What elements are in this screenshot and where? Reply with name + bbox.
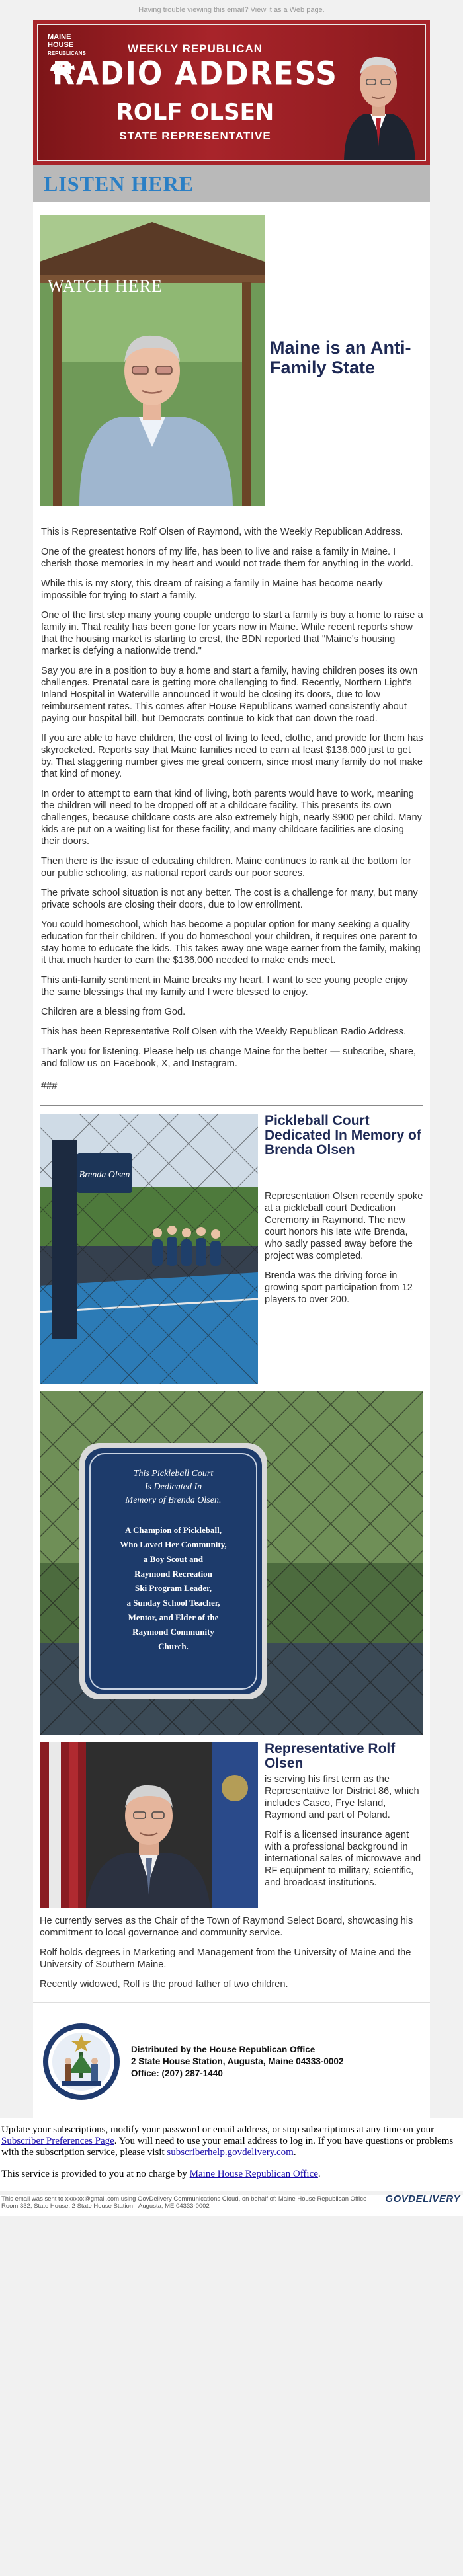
plaque-line-3: Memory of Brenda Olsen. [125,1495,222,1505]
bio-top [40,1742,423,1908]
plaque-body-line: Ski Program Leader, [135,1583,212,1593]
radio-address-banner [33,20,430,165]
govdelivery-logo[interactable]: GOVDELIVERY [385,2193,460,2205]
pickleball-section [33,1106,430,1385]
subscription-text: . You will need to use your email address to log in. If you have questions or problems with the subscription service, please visit [1,2136,454,2158]
distribution-line-3: Office: (207) 287-1440 [131,2068,223,2078]
article-paragraph: In order to attempt to earn that kind of living, both parents would have to work, meaning the children will need to be dropped off at a childcare facility. This presents its own challenges, because childcare costs are also extremely high, nearly $900 per child. Many kids are put on a waiting list for these facility, and many childcare facilities are closing their doors. [41,789,422,847]
headline-block [265,215,423,500]
rep-bio-photo [40,1742,258,1908]
govdelivery-footer [0,2195,463,2216]
article-headline: Maine is an Anti-Family State [270,338,411,377]
maine-house-seal-icon [42,2023,120,2101]
plaque-body-line: Raymond Community [132,1627,214,1637]
plaque-body-line: Mentor, and Elder of the [128,1612,219,1622]
bio-paragraph: Rolf holds degrees in Marketing and Management from the University of Maine and the University of Southern Maine. [40,1947,411,1970]
article-paragraph: Then there is the issue of educating children. Maine continues to rank at the bottom for our public schooling, as national report cards our poor scores. [41,856,411,878]
article-paragraph: Thank you for listening. Please help us change Maine for the better — subscribe, share, and follow us on Facebook, X, and Instagram. [41,1046,417,1069]
banner-big-title: RADIO ADDRESS [52,55,338,93]
article-paragraph: The private school situation is not any better. The cost is a challenge for many, but many private schools are closing their doors, due to low enrollment. [41,888,418,910]
banner-rep-name: ROLF OLSEN [116,99,274,126]
rep-bio-image [40,1742,258,1908]
plaque-line-1: This Pickleball Court [133,1469,214,1479]
plaque-body-line: a Boy Scout and [144,1554,203,1564]
plaque-body-line: Raymond Recreation [134,1569,212,1579]
article-paragraph: One of the first step many young couple undergo to start a family is buy a home to raise a family in. That reality has been gone for years now in Maine. While recent reports show that the housing market is starting to crest, the BDN reported that "Maine's housing market is defying a nationwide trend." [41,610,423,656]
banner-inner [37,24,426,161]
subscriber-preferences-link[interactable]: Subscriber Preferences Page [1,2136,114,2146]
court-sign-text: Brenda Olsen [79,1170,130,1180]
govdelivery-small-print [1,2195,370,2210]
distribution-footer [33,2002,430,2118]
bio-paragraph: Rolf is a licensed insurance agent with a professional background in international sales of microwave and RF equipment to military, scientific, and broadcast institutions. [265,1830,421,1888]
service-paragraph [1,2169,462,2180]
article-paragraph: You could homeschool, which has become a popular option for many seeking a quality education for their children. If you do homeschool your children, it requires one parent to stay home to educate the kids. This takes away one wage earner from the family, making it that much harder to earn the $136,000 needed to make ends meet. [41,919,421,966]
pickleball-paragraph: Representation Olsen recently spoke at a pickleball court Dedication Ceremony in Raymond. The new court honors his late wife Brenda, who sadly passed away before the project was completed. [265,1191,423,1261]
plaque-line-2: Is Dedicated In [144,1482,202,1492]
article-paragraph: One of the greatest honors of my life, has been to live and raise a family in Maine. I cherish those memories in my heart and would not trade them for anything in the world. [41,547,413,569]
bio-side-text [258,1742,423,1908]
pickleball-title: Pickleball Court Dedicated In Memory of Brenda Olsen [265,1113,421,1157]
subscription-paragraph [1,2125,462,2158]
view-as-web-page-note[interactable]: Having trouble viewing this email? View it as a Web page. [138,6,325,14]
article-paragraph: Children are a blessing from God. [41,1007,186,1017]
plaque-body-line: a Sunday School Teacher, [126,1598,220,1608]
bio-paragraph: is serving his first term as the Representative for District 86, which includes Casco, Frye Island, Raymond and part of Poland. [265,1774,419,1820]
house-republican-office-link[interactable]: Maine House Republican Office [189,2169,318,2179]
watch-here-label: WATCH HERE [48,276,163,295]
radio-address-article [33,500,430,1092]
dedication-plaque-photo [40,1391,423,1735]
logo-line-2: REPUBLICANS [48,50,86,56]
article-end-mark: ### [41,1081,58,1091]
subscription-text: Update your subscriptions, modify your password or email address, or stop subscriptions at any time on your [1,2125,435,2135]
article-paragraph: This anti-family sentiment in Maine breaks my heart. I want to see young people enjoy the same blessings that my family and I were blessed to enjoy. [41,975,408,997]
article-paragraph: This has been Representative Rolf Olsen with the Weekly Republican Radio Address. [41,1027,407,1037]
govdelivery-line-2: Room 332, State House, 2 State House Station · Augusta, ME 04333-0002 [1,2203,210,2210]
service-text: . [317,2169,321,2179]
pickleball-court-image [40,1114,258,1384]
subscription-footer [0,2118,463,2191]
dedication-plaque-image [40,1391,423,1735]
logo-line-1: MAINE HOUSE [48,33,74,49]
banner-rep-title: STATE REPRESENTATIVE [119,130,271,142]
distribution-line-1: Distributed by the House Republican Office [131,2045,316,2054]
pickleball-court-photo [40,1114,258,1384]
subscription-text: . [293,2147,296,2158]
plaque-body-line: Who Loved Her Community, [120,1540,227,1549]
plaque-body-line: Church. [158,1641,189,1651]
video-thumbnail-image [40,215,265,506]
intro-section [33,202,430,500]
email-body [33,20,430,2118]
rep-bio-section [33,1735,430,1990]
distribution-line-2: 2 State House Station, Augusta, Maine 04333-0002 [131,2056,344,2066]
watch-here-video-thumbnail[interactable] [40,215,265,506]
bio-paragraph: Recently widowed, Rolf is the proud father of two children. [40,1979,288,1990]
article-paragraph: Say you are in a position to buy a home and start a family, having children poses its own challenges. Prenatal care is getting more challenging to find. Recently, Northern Light's Inland Hospital in Waterville announced it would be closing its doors, due to low reimbursement rates. This comes after House Republicans warned consistently about paying our hospital bill, but Democrats continue to kick that can down the road. [41,666,418,724]
service-text: This service is provided to you at no charge by [1,2169,190,2179]
listen-here-link[interactable]: LISTEN HERE [33,165,430,202]
subscriber-help-link[interactable]: subscriberhelp.govdelivery.com [167,2147,294,2158]
pickleball-paragraph: Brenda was the driving force in growing sport participation from 12 players to over 200. [265,1270,413,1305]
pickleball-text [258,1114,423,1385]
rep-portrait-image [339,34,418,160]
plaque-body-line: A Champion of Pickleball, [125,1525,222,1535]
article-paragraph: While this is my story, this dream of raising a family in Maine has become nearly impossible for trying to start a family. [41,578,383,601]
distribution-address [120,2044,343,2080]
banner-kicker: WEEKLY REPUBLICAN [127,42,263,55]
govdelivery-line-1: This email was sent to xxxxxx@gmail.com using GovDelivery Communications Cloud, on behalf of: Maine House Republican Office · [1,2195,371,2203]
article-paragraph: If you are able to have children, the cost of living to feed, clothe, and provide for them has skyrocketed. Reports say that Maine families need to earn at least $136,000 just to get by. That staggering number gives me great concern, since most many family do not make that kind of money. [41,733,423,779]
bio-title: Representative Rolf Olsen [265,1741,396,1771]
article-paragraph: This is Representative Rolf Olsen of Raymond, with the Weekly Republican Address. [41,527,403,537]
bio-rest [40,1915,423,1990]
bio-paragraph: He currently serves as the Chair of the Town of Raymond Select Board, showcasing his commitment to local governance and community service. [40,1916,413,1938]
